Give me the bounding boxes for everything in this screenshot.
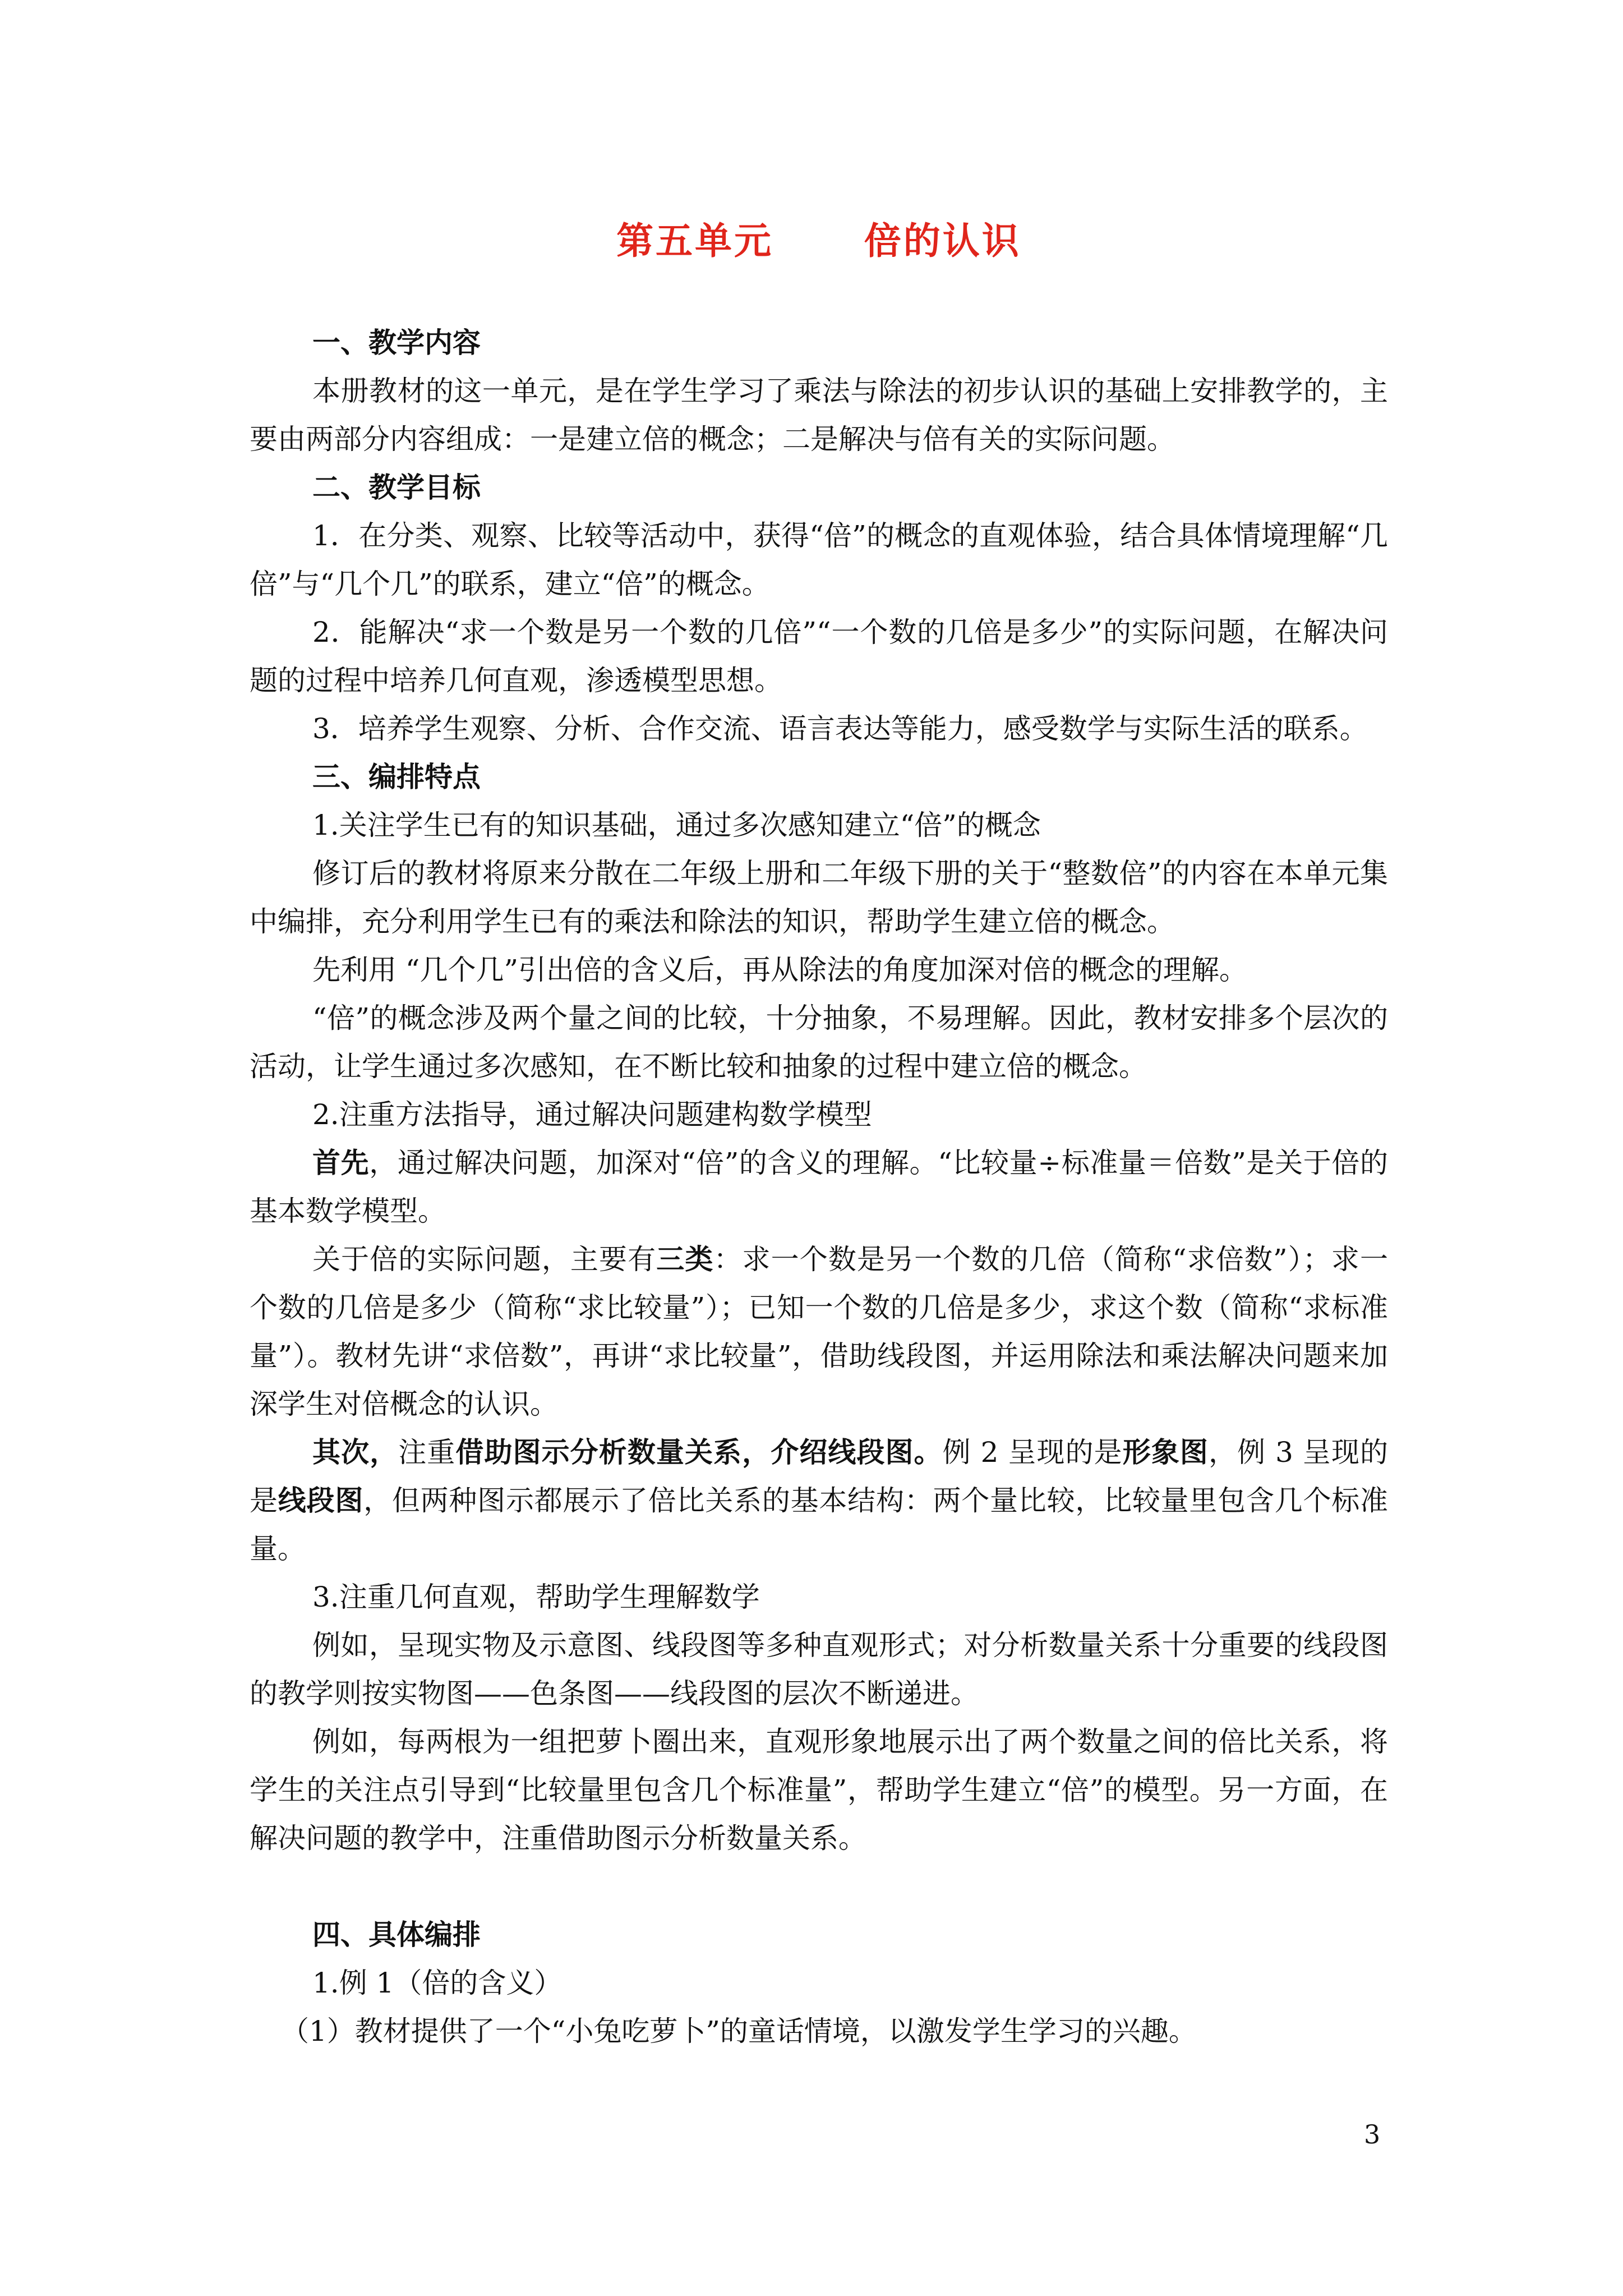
- section-heading: 三、编排特点: [312, 761, 481, 793]
- subsection-title: 1.关注学生已有的知识基础，通过多次感知建立“倍”的概念: [312, 809, 1041, 841]
- bold-text: 形象图: [1122, 1436, 1209, 1469]
- paragraph: 例如，每两根为一组把萝卜圈出来，直观形象地展示出了两个数量之间的倍比关系，将学生的关注点引导到“比较量里包含几个标准量”，帮助学生建立“倍”的模型。另一方面，在解决问题的教学中，注重借助图示分析数量关系。: [250, 1726, 1388, 1855]
- page-title: 第五单元 倍的认识: [616, 219, 1021, 263]
- text-run: 注重: [398, 1436, 456, 1469]
- bold-text: 线段图: [278, 1484, 364, 1517]
- section-heading: 四、具体编排: [312, 1918, 481, 1951]
- paragraph: [250, 1235, 1388, 1428]
- section-teaching-goals: [250, 463, 1388, 753]
- text-run: 关于倍的实际问题，主要有: [312, 1243, 657, 1276]
- bold-text: 三类: [656, 1243, 714, 1276]
- paragraph: 本册教材的这一单元，是在学生学习了乘法与除法的初步认识的基础上安排教学的，主要由两部分内容组成：一是建立倍的概念；二是解决与倍有关的实际问题。: [250, 375, 1388, 455]
- text-run: 例 2 呈现的是: [942, 1436, 1123, 1469]
- list-item: （1）教材提供了一个“小兔吃萝卜”的童话情境，以激发学生学习的兴趣。: [281, 2015, 1197, 2047]
- paragraph: [250, 1428, 1388, 1573]
- page-number: 3: [1364, 2119, 1381, 2150]
- section-heading: 一、教学内容: [312, 326, 481, 359]
- paragraph: “倍”的概念涉及两个量之间的比较，十分抽象，不易理解。因此，教材安排多个层次的活动，让学生通过多次感知，在不断比较和抽象的过程中建立倍的概念。: [250, 1002, 1388, 1083]
- text-run: ：求一个数是另一个数的几倍（简称“求倍数”）；求一个数的几倍是多少（简称“求比较量”）；已知一个数的几倍是多少，求这个数（简称“求标准量”）。教材先讲“求倍数”，再讲“求比较量”，借助线段图，并运用除法和乘法解决问题来加深学生对倍概念的认识。: [250, 1243, 1389, 1420]
- list-item: 1.例 1（倍的含义）: [312, 1967, 562, 1999]
- paragraph: 修订后的教材将原来分散在二年级上册和二年级下册的关于“整数倍”的内容在本单元集中编排，充分利用学生已有的乘法和除法的知识，帮助学生建立倍的概念。: [250, 857, 1388, 938]
- section-teaching-content: [250, 319, 1388, 463]
- text-run: ，通过解决问题，加深对“倍”的含义的理解。“比较量÷标准量＝倍数”是关于倍的基本数学模型。: [250, 1147, 1389, 1227]
- paragraph: [250, 1139, 1388, 1235]
- bold-text: 借助图示分析数量关系，介绍线段图。: [455, 1436, 943, 1469]
- paragraph: 例如，呈现实物及示意图、线段图等多种直观形式；对分析数量关系十分重要的线段图的教学则按实物图——色条图——线段图的层次不断递进。: [250, 1629, 1388, 1710]
- subsection-title: 2.注重方法指导，通过解决问题建构数学模型: [312, 1098, 872, 1131]
- subsection-title: 3.注重几何直观，帮助学生理解数学: [312, 1581, 760, 1613]
- goal-item: 2．能解决“求一个数是另一个数的几倍”“一个数的几倍是多少”的实际问题，在解决问题的过程中培养几何直观，渗透模型思想。: [250, 616, 1388, 697]
- section-specific-arrangement: [250, 1911, 1388, 2055]
- bold-text: 其次，: [312, 1436, 399, 1469]
- goal-item: 3．培养学生观察、分析、合作交流、语言表达等能力，感受数学与实际生活的联系。: [312, 712, 1368, 745]
- text-run: ，例 3 呈现的是: [250, 1436, 1389, 1517]
- text-run: ，但两种图示都展示了倍比关系的基本结构：两个量比较，比较量里包含几个标准量。: [250, 1484, 1389, 1565]
- section-arrangement-features: [250, 753, 1388, 1862]
- section-heading: 二、教学目标: [312, 471, 481, 504]
- paragraph: 先利用 “几个几”引出倍的含义后，再从除法的角度加深对倍的概念的理解。: [312, 954, 1248, 986]
- goal-item: 1．在分类、观察、比较等活动中，获得“倍”的概念的直观体验，结合具体情境理解“几倍”与“几个几”的联系，建立“倍”的概念。: [250, 519, 1388, 600]
- bold-text: 首先: [312, 1147, 370, 1179]
- document-page: [250, 213, 1388, 2055]
- spacer: [250, 1862, 1388, 1911]
